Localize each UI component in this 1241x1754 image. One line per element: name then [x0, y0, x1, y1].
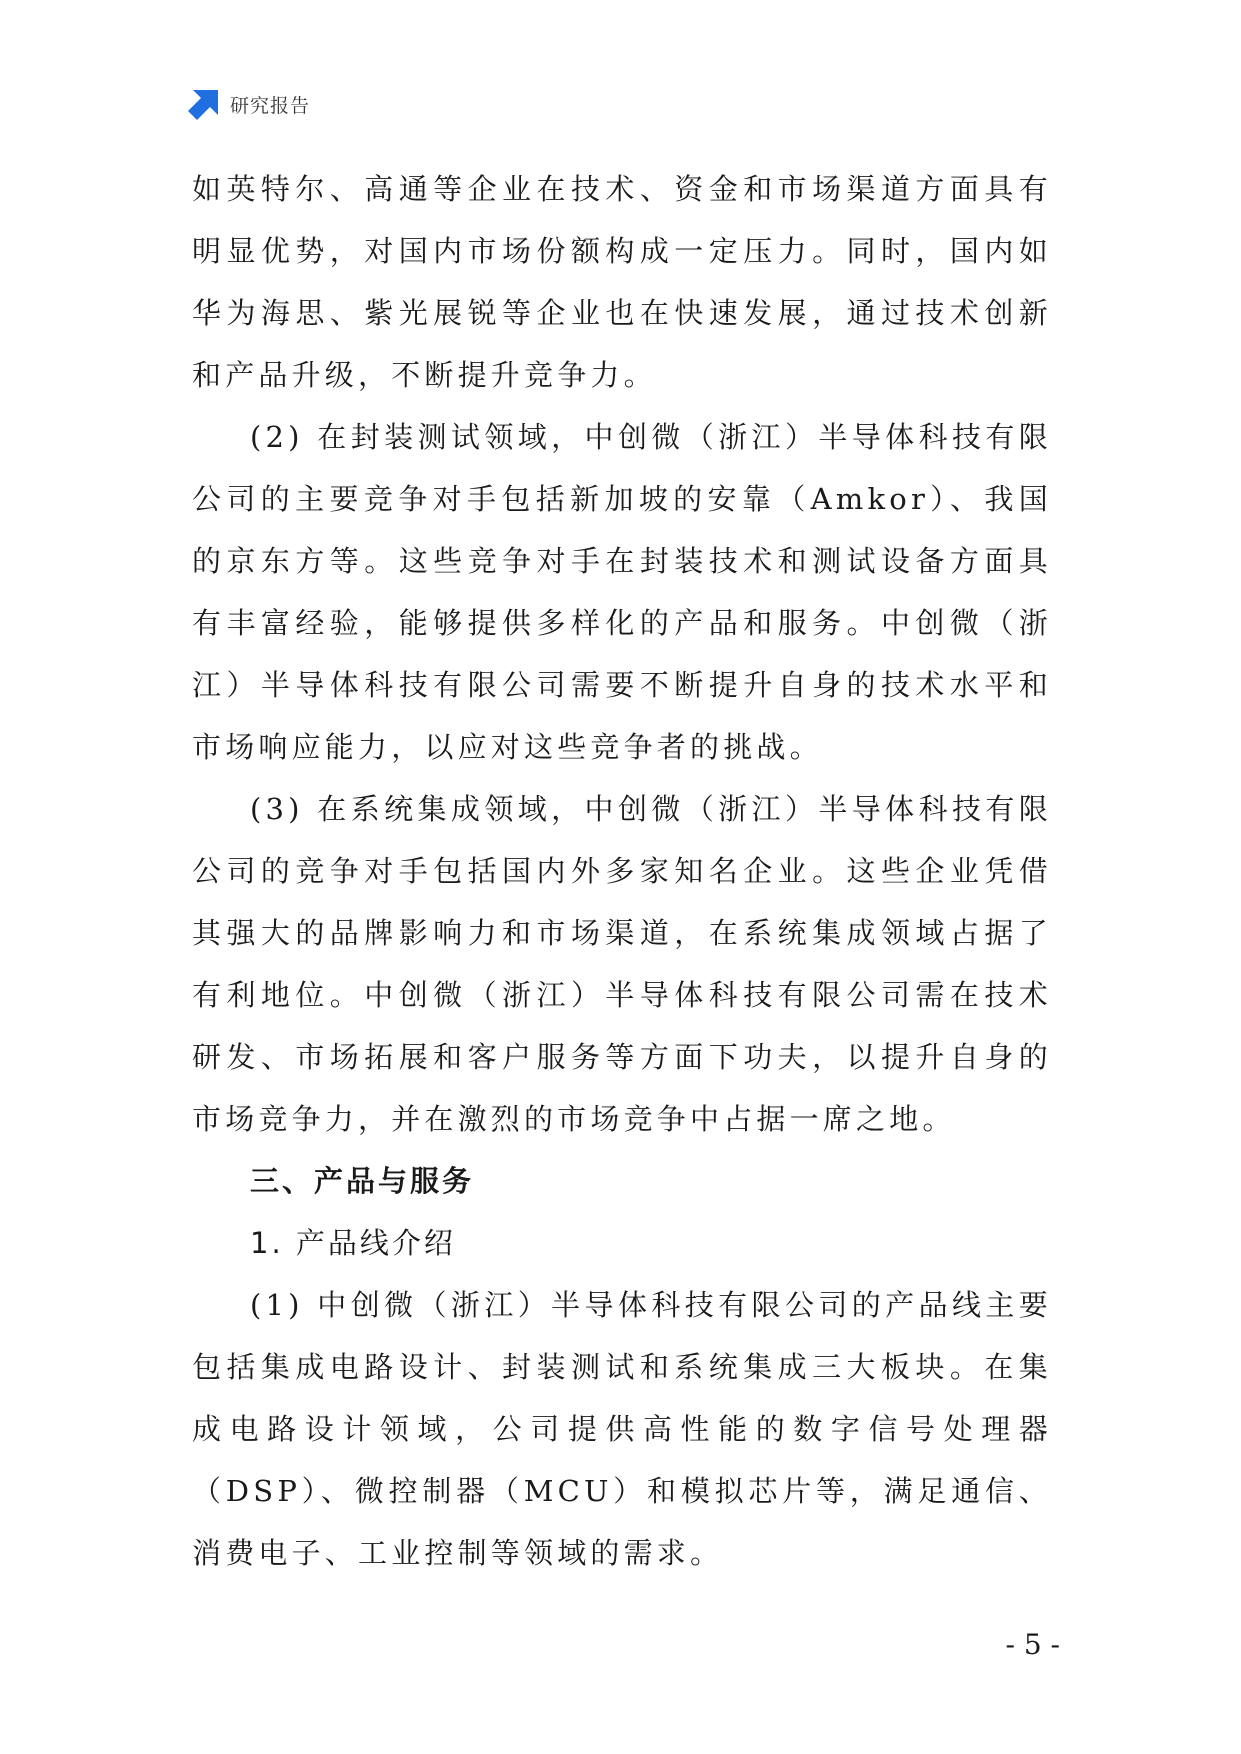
paragraph-continuation: 如英特尔、高通等企业在技术、资金和市场渠道方面具有明显优势，对国内市场份额构成一定压力。同时，国内如华为海思、紫光展锐等企业也在快速发展，通过技术创新和产品升级，不断提升竞争力。 — [192, 172, 1052, 392]
paragraph-product-line: (1) 中创微（浙江）半导体科技有限公司的产品线主要包括集成电路设计、封装测试和系统集成三大板块。在集成电路设计领域，公司提供高性能的数字信号处理器（DSP）、微控制器（MCU）和模拟芯片等，满足通信、消费电子、工业控制等领域的需求。 — [192, 1288, 1052, 1570]
section-heading: 三、产品与服务 — [250, 1164, 475, 1198]
paragraph-packaging-testing: (2) 在封装测试领域，中创微（浙江）半导体科技有限公司的主要竞争对手包括新加坡的安靠（Amkor）、我国的京东方等。这些竞争对手在封装技术和测试设备方面具有丰富经验，能够提供多样化的产品和服务。中创微（浙江）半导体科技有限公司需要不断提升自身的技术水平和市场响应能力，以应对这些竞争者的挑战。 — [192, 420, 1052, 764]
arrow-up-right-icon — [188, 88, 220, 120]
paragraph-system-integration: (3) 在系统集成领域，中创微（浙江）半导体科技有限公司的竞争对手包括国内外多家知名企业。这些企业凭借其强大的品牌影响力和市场渠道，在系统集成领域占据了有利地位。中创微（浙江）半导体科技有限公司需在技术研发、市场拓展和客户服务等方面下功夫，以提升自身的市场竞争力，并在激烈的市场竞争中占据一席之地。 — [192, 792, 1052, 1136]
body-content — [192, 158, 1052, 1584]
page-number: - 5 - — [1005, 1628, 1060, 1661]
page-header — [188, 88, 310, 120]
report-title: 研究报告 — [230, 94, 311, 117]
subsection-heading: 1. 产品线介绍 — [250, 1226, 456, 1260]
